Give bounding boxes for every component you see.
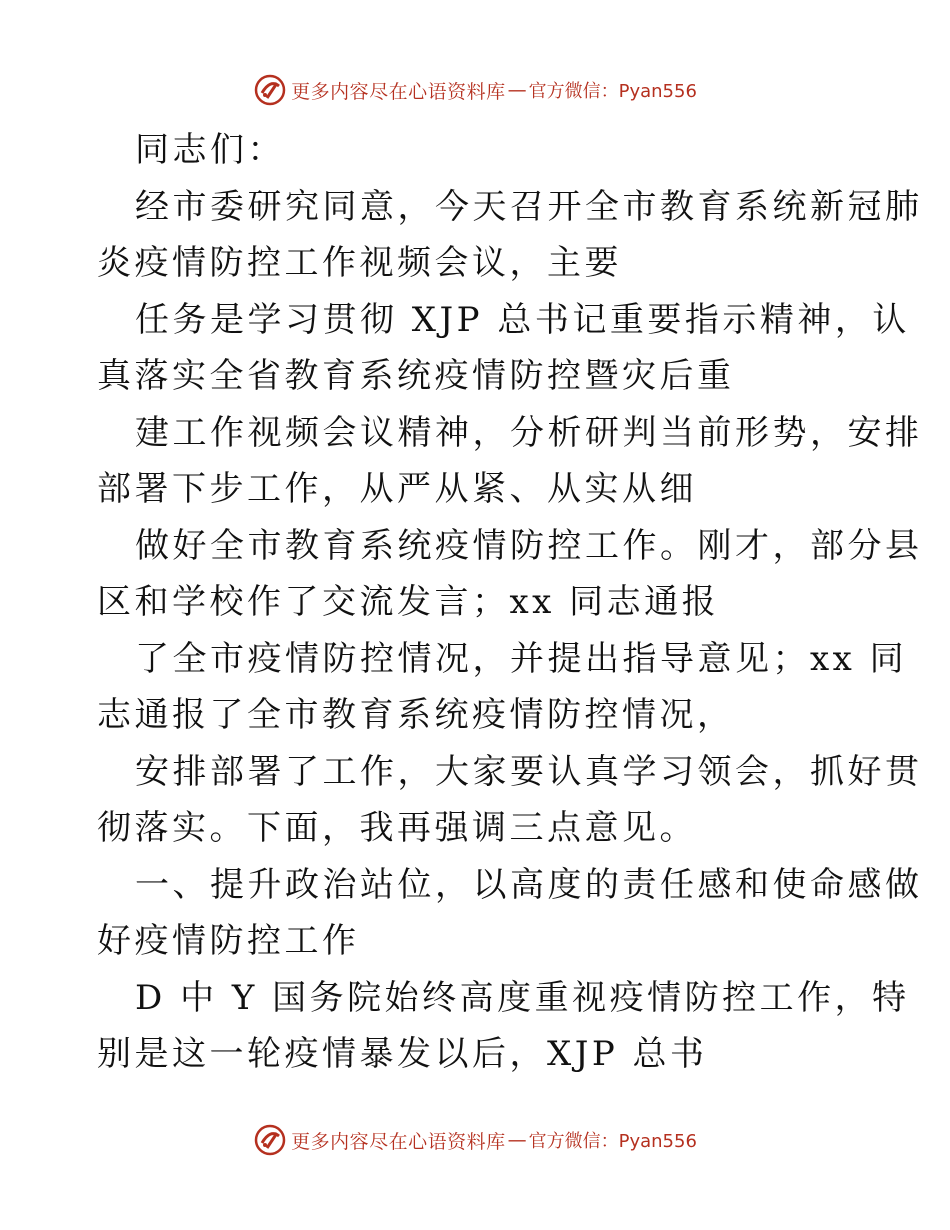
body-line: D 中 Y 国务院始终高度重视疫情防控工作，特	[135, 977, 910, 1018]
body-line: 经市委研究同意，今天召开全市教育系统新冠肺	[135, 186, 923, 227]
body-line: 任务是学习贯彻 XJP 总书记重要指示精神，认	[135, 299, 910, 340]
body-line: 别是这一轮疫情暴发以后，XJP 总书	[97, 1034, 708, 1074]
body-line: 志通报了全市教育系统疫情防控情况，	[97, 695, 735, 735]
section-heading-line: 一、提升政治站位，以高度的责任感和使命感做	[135, 864, 923, 905]
watermark-text: 更多内容尽在心语资料库	[291, 1130, 506, 1153]
body-line: 建工作视频会议精神，分析研判当前形势，安排	[135, 412, 923, 453]
logo-icon	[253, 73, 287, 107]
body-line: 安排部署了工作，大家要认真学习领会，抓好贯	[135, 751, 923, 792]
watermark-separator: —	[507, 1129, 527, 1151]
header-watermark	[0, 70, 950, 110]
body-line: 部署下步工作，从严从紧、从实从细	[97, 469, 697, 509]
logo-icon	[253, 1123, 287, 1157]
watermark-separator: —	[507, 79, 527, 101]
body-line: 彻落实。下面，我再强调三点意见。	[97, 808, 697, 848]
body-line: 做好全市教育系统疫情防控工作。刚才，部分县	[135, 525, 923, 566]
footer-watermark	[0, 1120, 950, 1160]
watermark-wechat: 官方微信：Pyan556	[528, 1131, 697, 1152]
body-line: 同志们：	[135, 130, 285, 170]
section-heading-line: 好疫情防控工作	[97, 921, 360, 961]
body-line: 真落实全省教育系统疫情防控暨灾后重	[97, 356, 735, 396]
watermark-text: 更多内容尽在心语资料库	[291, 80, 506, 103]
watermark-wechat: 官方微信：Pyan556	[528, 81, 697, 102]
body-line: 区和学校作了交流发言；xx 同志通报	[97, 582, 720, 622]
body-line: 了全市疫情防控情况，并提出指导意见；xx 同	[135, 638, 908, 679]
document-body	[97, 122, 923, 1083]
body-line: 炎疫情防控工作视频会议，主要	[97, 243, 622, 283]
